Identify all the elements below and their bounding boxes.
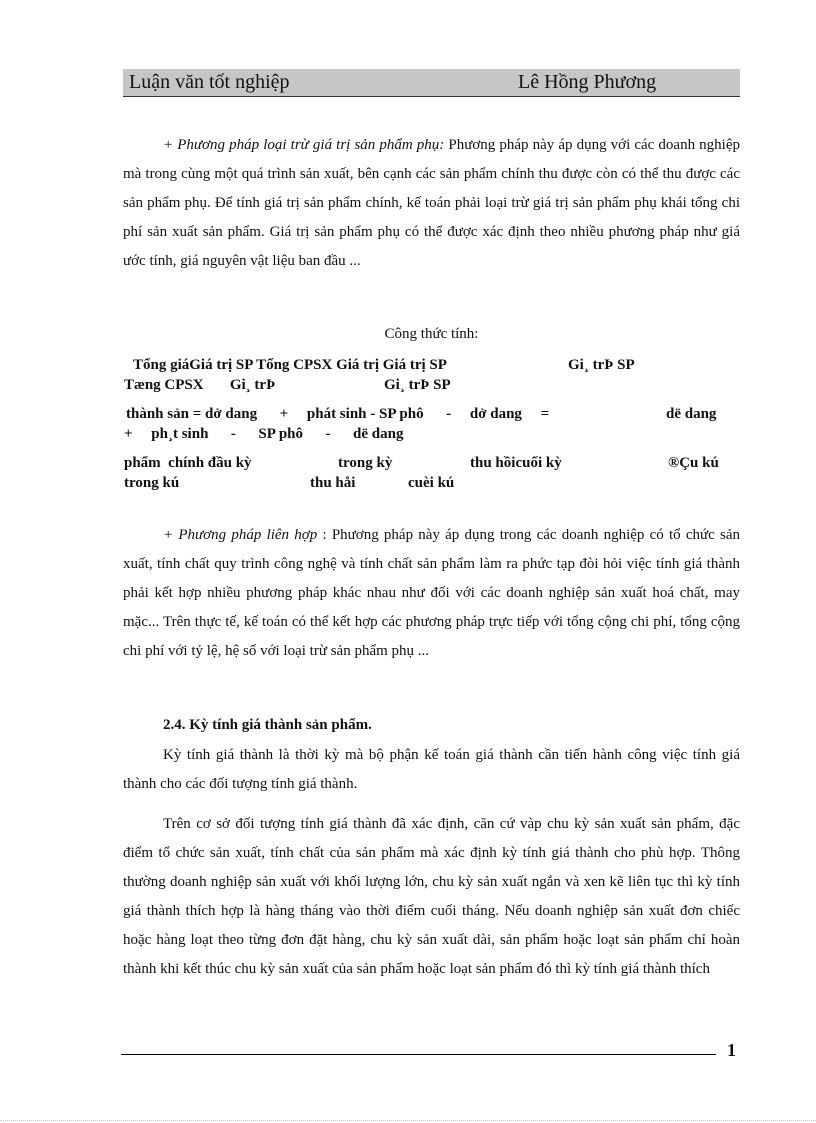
page-header — [123, 69, 740, 97]
formula-line-3-right: dë dang — [666, 406, 717, 422]
paragraph-lead: + Phương pháp loại trừ giá trị sản phẩm phụ: — [163, 137, 445, 153]
paragraph-by-product-method — [123, 131, 740, 276]
paragraph-period-details: Trên cơ sở đối tượng tính giá thành đã xác định, căn cứ vàp chu kỳ sản xuất sản phẩm, đặc điểm tổ chức sản xuất, tính chất của sản phẩm mà xác định kỳ tính giá thành cho phù hợp. Thông thường doanh nghiệp sản xuất với khối lượng lớn, chu kỳ sản xuất ngắn và xen kẽ liên tục thì kỳ tính giá thành thích hợp là hàng tháng vào thời điểm cuối tháng. Nếu doanh nghiệp sản xuất đơn chiếc hoặc hàng loạt theo từng đơn đặt hàng, chu kỳ sản xuất dài, sản phẩm hoặc loạt sản phẩm chỉ hoàn thành khi kết thúc chu kỳ sản xuất của sản phẩm hoặc loạt sản phẩm đó thì kỳ tính giá thành thích — [123, 816, 740, 977]
formula-line-5b: trong kỳ — [338, 455, 393, 471]
formula-line-5a: phẩm chính đầu kỳ — [124, 455, 252, 471]
header-title: Luận văn tốt nghiệp — [129, 71, 290, 93]
formula-line-6a: trong kú — [124, 475, 180, 491]
formula-line-3: thành sản = dở dang + phát sinh - SP phô - dở dang = — [126, 406, 550, 422]
formula-line-2: Tæng CPSX Gi¸ trÞ — [124, 377, 276, 393]
paragraph-lead: + Phương pháp liên hợp — [163, 527, 318, 543]
header-author: Lê Hồng Phương — [518, 71, 657, 93]
formula-line-1-right: Gi¸ trÞ SP — [568, 357, 635, 373]
formula-line-6c: cuèi kú — [408, 475, 455, 491]
page-bottom-border — [0, 1120, 816, 1121]
formula-title: Công thức tính: — [384, 326, 479, 342]
formula-line-4: + ph¸t sinh - SP phô - dë dang — [124, 426, 404, 442]
paragraph-body: Phương pháp này áp dụng với các doanh nghiệp mà trong cùng một quá trình sản xuất, bên cạnh các sản phẩm chính thu được còn có thể thu được các sản phẩm phụ. Để tính giá trị sản phẩm chính, kế toán phải loại trừ giá trị sản phẩm phụ khái tổng chi phí sản xuất sản phẩm. Giá trị sản phẩm phụ có thể được xác định theo nhiều phương pháp như giá ước tính, giá nguyên vật liệu ban đầu ... — [123, 137, 740, 269]
formula-line-1: Tổng giáGiá trị SP Tổng CPSX Giá trị Giá trị SP — [133, 357, 447, 373]
paragraph-combined-method — [123, 521, 740, 666]
formula-line-6b: thu håi — [310, 475, 356, 491]
paragraph-body: : Phương pháp này áp dụng trong các doanh nghiệp có tổ chức sản xuất, tính chất quy trình công nghệ và tính chất sản phẩm làm ra phức tạp đòi hỏi việc tính giá thành phải kết hợp nhiều phương pháp khác nhau như đối với các doanh nghiệp sản xuất hoá chất, may mặc... Trên thực tế, kế toán có thể kết hợp các phương pháp trực tiếp với tổng cộng chi phí, tổng cộng chi phí với tỷ lệ, hệ số với loại trừ sản phẩm phụ ... — [123, 527, 740, 659]
section-heading: 2.4. Kỳ tính giá thành sản phẩm. — [163, 717, 372, 733]
formula-line-5c: thu hồicuối kỳ — [470, 455, 562, 471]
formula-line-5d: ®Çu kú — [668, 455, 719, 471]
paragraph-period-definition: Kỳ tính giá thành là thời kỳ mà bộ phận kế toán giá thành cần tiến hành công việc tính giá thành cho các đối tượng tính giá thành. — [123, 747, 740, 792]
page-number: 1 — [727, 1040, 736, 1060]
footer-rule — [121, 1054, 716, 1055]
formula-line-2-right: Gi¸ trÞ SP — [384, 377, 451, 393]
